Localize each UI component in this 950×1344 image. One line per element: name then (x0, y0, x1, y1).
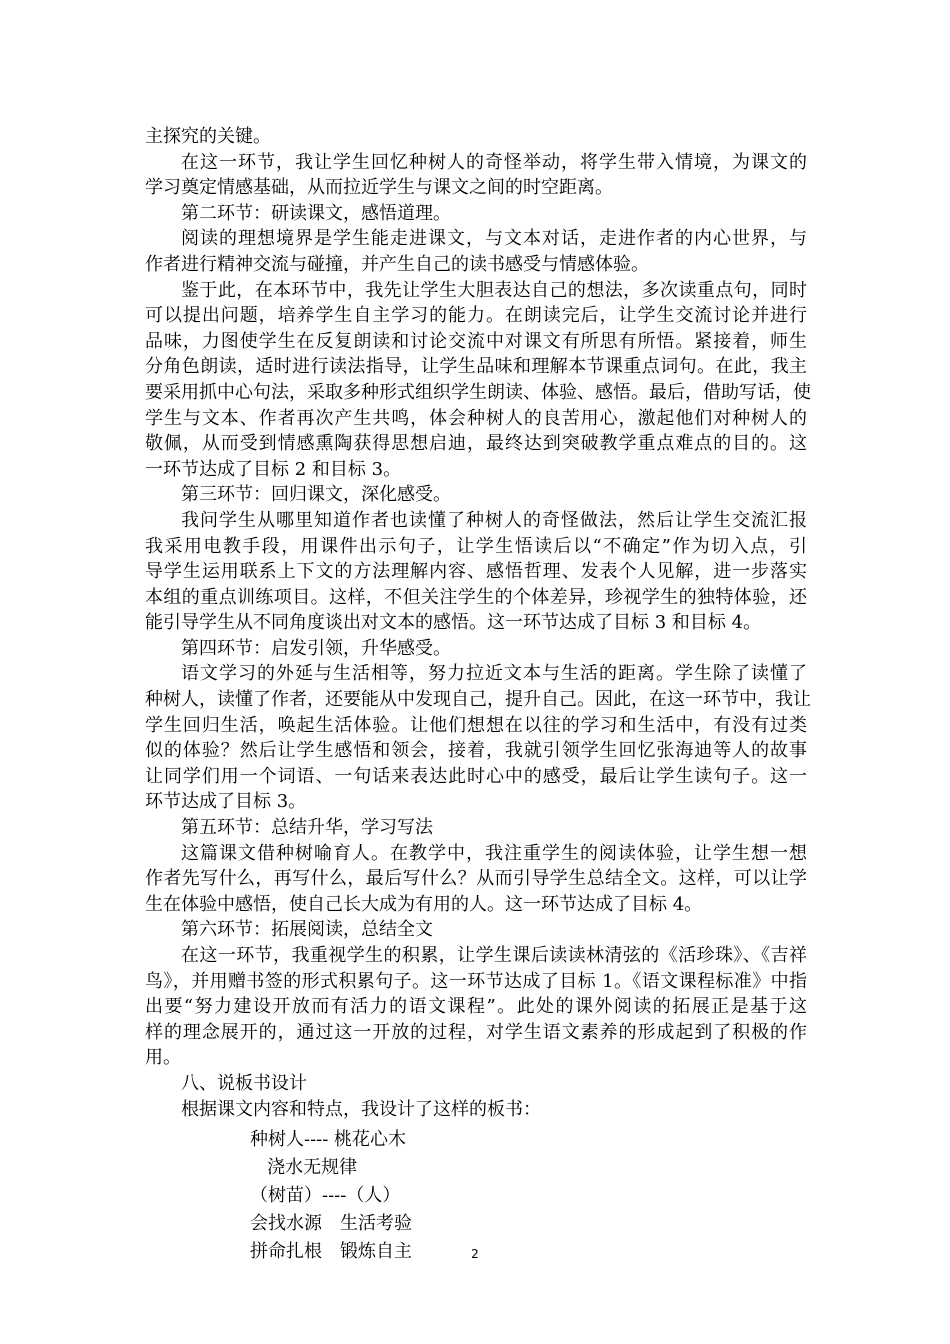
text-line: 第六环节：拓展阅读，总结全文 (181, 919, 433, 941)
text-line: 导学生运用联系上下文的方法理解内容、感悟哲理、发表个人见解，进一步落实 (145, 561, 807, 583)
text-line: 我问学生从哪里知道作者也读懂了种树人的奇怪做法，然后让学生交流汇报 (181, 509, 807, 531)
text-line: 用。 (145, 1047, 181, 1069)
text-line: 语文学习的外延与生活相等，努力拉近文本与生活的距离。学生除了读懂了 (181, 663, 807, 685)
text-line: 分角色朗读，适时进行读法指导，让学生品味和理解本节课重点词句。在此，我主 (145, 356, 807, 378)
text-line: 主探究的关键。 (145, 126, 271, 147)
text-line: 作者进行精神交流与碰撞，并产生自己的读书感受与情感体验。 (145, 253, 649, 275)
text-line: 学生回归生活，唤起生活体验。让他们想想在以往的学习和生活中，有没有过类 (145, 714, 807, 736)
text-line: 在这一环节，我让学生回忆种树人的奇怪举动，将学生带入情境，为课文的 (181, 151, 807, 173)
text-line: 出要“努力建设开放而有活力的语文课程”。此处的课外阅读的拓展正是基于这 (145, 996, 807, 1018)
text-line: 第二环节：研读课文，感悟道理。 (181, 202, 451, 224)
text-line: 环节达成了目标 3。 (145, 791, 307, 813)
board-row-1-left: 会找水源 (250, 1213, 322, 1234)
page-number: 2 (471, 1247, 479, 1261)
text-line: 样的理念展开的，通过这一开放的过程，对学生语文素养的形成起到了积极的作 (145, 1021, 807, 1043)
text-line: 鉴于此，在本环节中，我先让学生大胆表达自己的想法，多次读重点句，同时 (181, 279, 807, 301)
text-line: 生在体验中感悟，使自己长大成为有用的人。这一环节达成了目标 4。 (145, 893, 703, 915)
text-line: 八、说板书设计 (181, 1072, 307, 1094)
text-line: 让同学们用一个词语、一句话来表达此时心中的感受，最后让学生读句子。这一 (145, 765, 807, 787)
board-row-1-right: 生活考验 (340, 1213, 412, 1234)
text-line: 种树人，读懂了作者，还要能从中发现自己，提升自己。因此，在这一环节中，我让 (145, 689, 811, 711)
text-line: 阅读的理想境界是学生能走进课文，与文本对话，走进作者的内心世界，与 (181, 228, 807, 250)
blackboard-design (250, 1126, 412, 1266)
board-line-title: 种树人---- 桃花心木 (250, 1129, 407, 1150)
board-line-sapling: （树苗）----（人） (250, 1185, 401, 1206)
text-line: 在这一环节，我重视学生的积累，让学生课后读读林清弦的《活珍珠》、《吉祥 (181, 945, 807, 966)
board-line-watering: 浇水无规律 (250, 1157, 358, 1178)
text-line: 本组的重点训练项目。这样，不但关注学生的个体差异，珍视学生的独特体验，还 (145, 586, 807, 608)
text-line: 可以提出问题，培养学生自主学习的能力。在朗读完后，让学生交流讨论并进行 (145, 305, 807, 327)
text-line: 我采用电教手段，用课件出示句子，让学生悟读后以“不确定”作为切入点，引 (145, 535, 807, 557)
text-line: 作者先写什么，再写什么，最后写什么？从而引导学生总结全文。这样，可以让学 (145, 868, 807, 890)
text-line: 第五环节：总结升华，学习写法 (181, 817, 433, 839)
text-line: 学生与文本、作者再次产生共鸣，体会种树人的良苦用心，激起他们对种树人的 (145, 407, 807, 429)
body-text (145, 124, 811, 1122)
text-line: 能引导学生从不同角度谈出对文本的感悟。这一环节达成了目标 3 和目标 4。 (145, 612, 762, 634)
text-line: 学习奠定情感基础，从而拉近学生与课文之间的时空距离。 (145, 177, 613, 199)
text-line: 第四环节：启发引领，升华感受。 (181, 637, 451, 659)
text-line: 一环节达成了目标 2 和目标 3。 (145, 458, 402, 480)
text-line: 似的体验？然后让学生感悟和领会，接着，我就引领学生回忆张海迪等人的故事 (145, 740, 807, 762)
text-line: 敬佩，从而受到情感熏陶获得思想启迪，最终达到突破教学重点难点的目的。这 (145, 433, 807, 455)
board-row-1 (250, 1210, 412, 1238)
board-row-2-right: 锻炼自主 (340, 1241, 412, 1262)
text-line: 品味，力图使学生在反复朗读和讨论交流中对课文有所思有所悟。紧接着，师生 (145, 330, 807, 352)
text-line: 第三环节：回归课文，深化感受。 (181, 484, 451, 506)
text-line: 鸟》，并用赠书签的形式积累句子。这一环节达成了目标 1。《语文课程标准》中指 (145, 970, 807, 992)
text-line: 要采用抓中心句法，采取多种形式组织学生朗读、体验、感悟。最后，借助写话，使 (145, 381, 811, 403)
board-row-2-left: 拼命扎根 (250, 1241, 322, 1262)
text-line: 根据课文内容和特点，我设计了这样的板书： (181, 1098, 541, 1120)
text-line: 这篇课文借种树喻育人。在教学中，我注重学生的阅读体验，让学生想一想 (181, 842, 807, 864)
